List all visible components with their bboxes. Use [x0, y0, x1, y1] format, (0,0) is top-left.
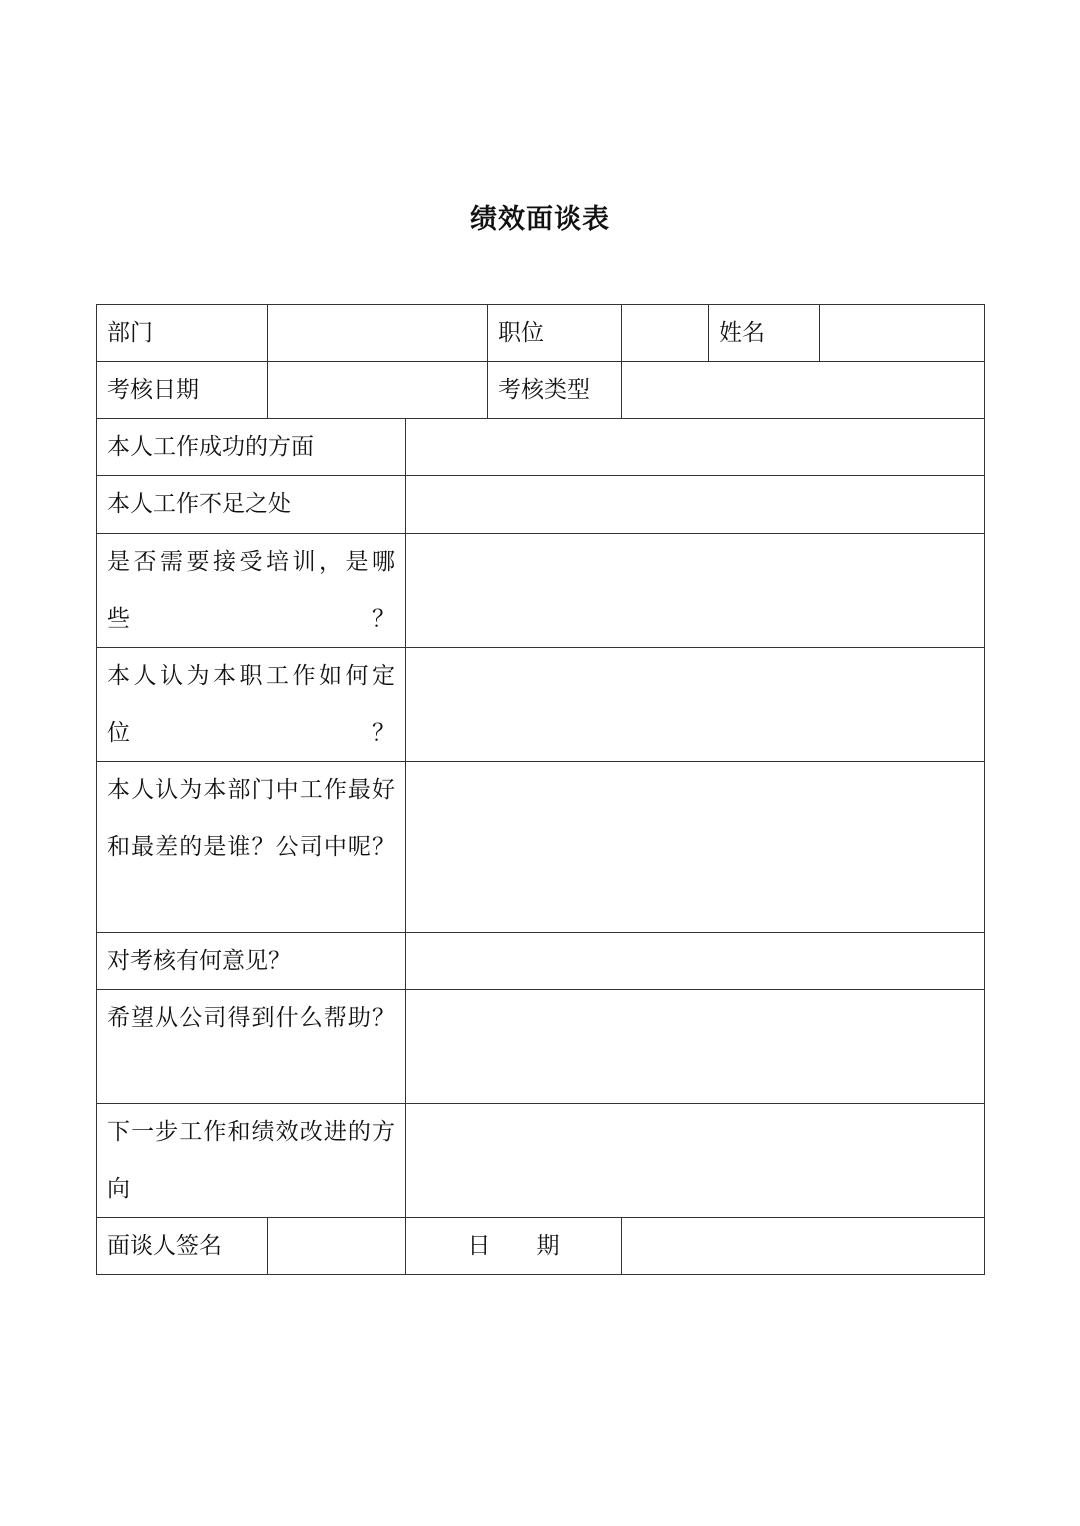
- question-label: 对考核有何意见？: [96, 932, 406, 990]
- question-label: 本人工作不足之处: [96, 475, 406, 534]
- answer-field[interactable]: [405, 533, 985, 648]
- review-type-field[interactable]: [621, 361, 985, 419]
- answer-field[interactable]: [405, 647, 985, 762]
- date-label: 日 期: [405, 1217, 622, 1275]
- review-date-label: 考核日期: [96, 361, 268, 419]
- position-label: 职位: [487, 304, 622, 362]
- department-label: 部门: [96, 304, 268, 362]
- answer-field[interactable]: [405, 761, 985, 933]
- question-label: 希望从公司得到什么帮助？: [96, 989, 406, 1104]
- answer-field[interactable]: [405, 989, 985, 1104]
- answer-field[interactable]: [405, 475, 985, 534]
- interviewer-signature-field[interactable]: [267, 1217, 406, 1275]
- date-field[interactable]: [621, 1217, 985, 1275]
- answer-field[interactable]: [405, 932, 985, 990]
- position-field[interactable]: [621, 304, 709, 362]
- question-label: 是否需要接受培训，是哪些？: [96, 533, 406, 648]
- answer-field[interactable]: [405, 418, 985, 476]
- interview-form-table: [96, 304, 985, 1275]
- name-field[interactable]: [819, 304, 985, 362]
- name-label: 姓名: [708, 304, 820, 362]
- answer-field[interactable]: [405, 1103, 985, 1218]
- department-field[interactable]: [267, 304, 488, 362]
- question-label: 本人认为本部门中工作最好和最差的是谁？公司中呢？: [96, 761, 406, 933]
- review-type-label: 考核类型: [487, 361, 622, 419]
- interviewer-signature-label: 面谈人签名: [96, 1217, 268, 1275]
- question-label: 本人工作成功的方面: [96, 418, 406, 476]
- question-label: 本人认为本职工作如何定位？: [96, 647, 406, 762]
- question-label: 下一步工作和绩效改进的方向: [96, 1103, 406, 1218]
- review-date-field[interactable]: [267, 361, 488, 419]
- form-title: 绩效面谈表: [470, 204, 610, 235]
